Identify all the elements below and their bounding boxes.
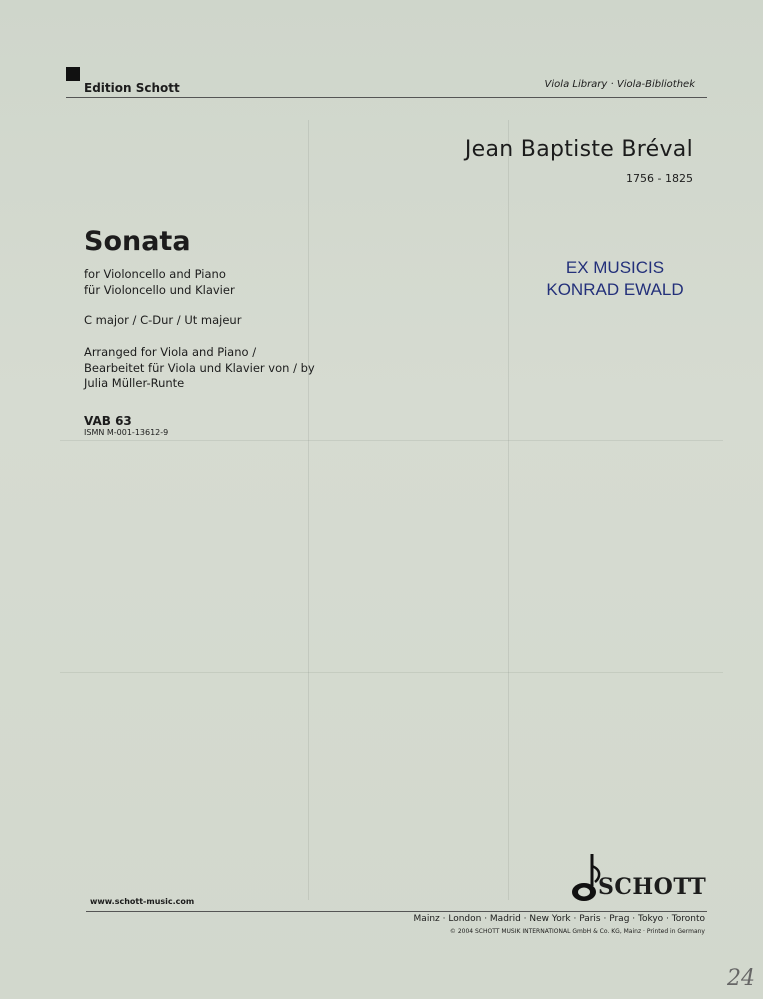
work-title: Sonata [84, 226, 191, 257]
arranger-name: Julia Müller-Runte [84, 376, 185, 390]
key-signature: C major / C-Dur / Ut majeur [84, 313, 242, 327]
show-through-line [308, 120, 309, 900]
arrangement-line-2: Bearbeitet für Viola und Klavier von / by [84, 360, 315, 375]
show-through-line [508, 120, 509, 900]
composer-dates: 1756 - 1825 [626, 172, 693, 185]
show-through-line [60, 440, 723, 441]
stamp-line-2: KONRAD EWALD [546, 280, 684, 299]
instrumentation [84, 267, 235, 298]
library-label: Viola Library · Viola-Bibliothek [544, 79, 695, 90]
show-through-line [60, 672, 723, 673]
edition-label: Edition Schott [84, 81, 180, 95]
edition-mark-icon [66, 67, 80, 81]
publisher-cities: Mainz · London · Madrid · New York · Paris · Prag · Tokyo · Toronto [413, 914, 705, 924]
footer-rule [86, 911, 707, 912]
composer-name: Jean Baptiste Bréval [464, 137, 693, 162]
publisher-url[interactable]: www.schott-music.com [90, 897, 195, 906]
catalog-number: VAB 63 [84, 414, 132, 428]
handwritten-number: 24 [727, 966, 755, 991]
header-rule [66, 97, 707, 98]
stamp-line-1: EX MUSICIS [565, 258, 665, 277]
subtitle-de: für Violoncello und Klavier [84, 282, 235, 297]
arrangement-line-1: Arranged for Viola and Piano / [84, 345, 257, 359]
copyright-notice: © 2004 SCHOTT MUSIK INTERNATIONAL GmbH & Co. KG, Mainz · Printed in Germany [449, 928, 705, 935]
schott-logo-text: SCHOTT [598, 874, 707, 900]
ownership-stamp [520, 257, 710, 301]
subtitle-en: for Violoncello and Piano [84, 267, 226, 281]
arrangement [84, 345, 315, 392]
ismn: ISMN M-001-13612-9 [84, 428, 169, 437]
